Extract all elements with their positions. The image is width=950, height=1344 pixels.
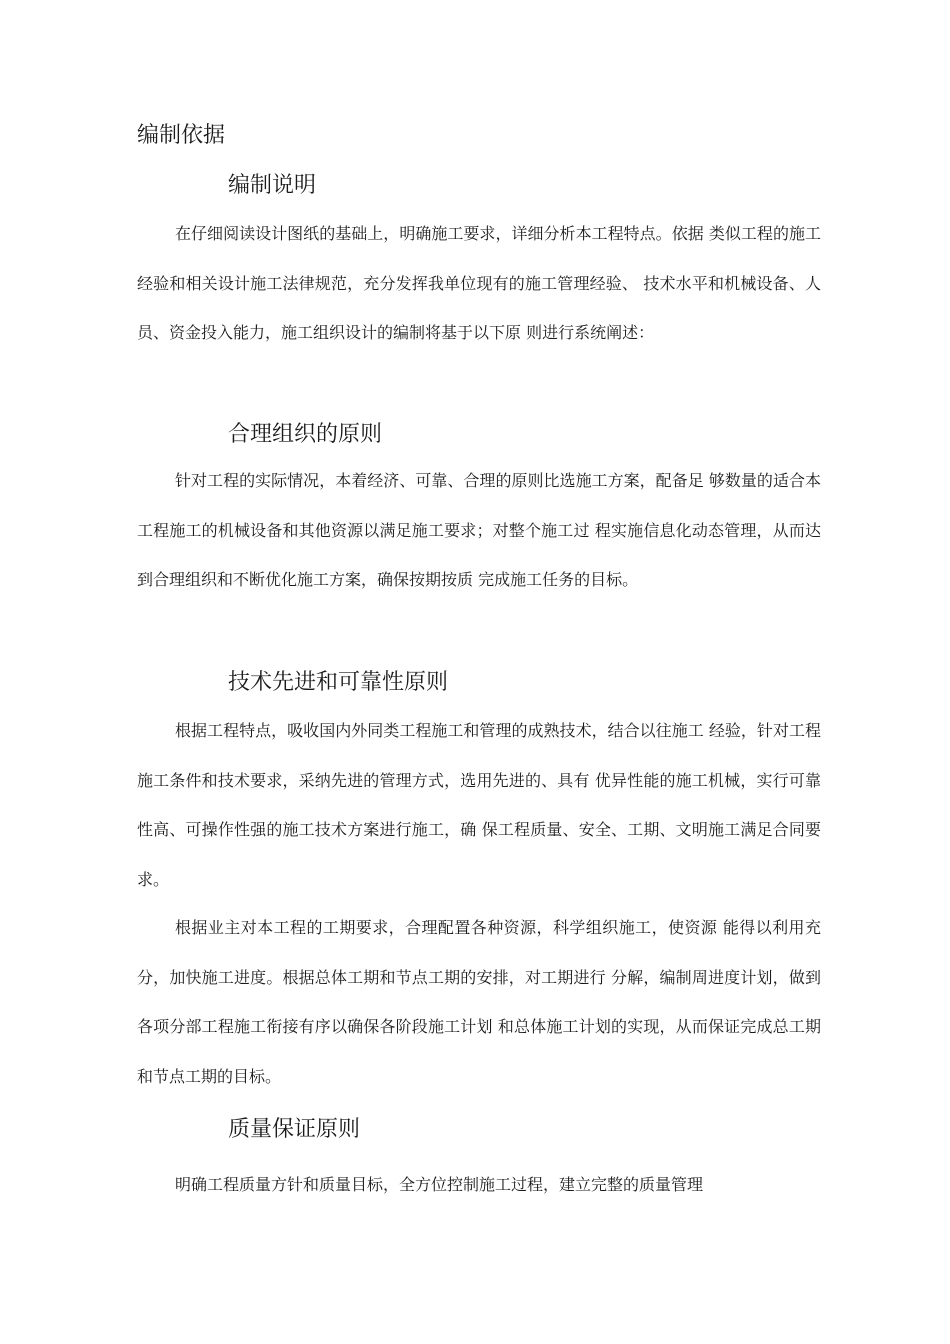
section-heading-reasonable-organization: 合理组织的原则 [228,422,383,447]
paragraph-reasonable-organization: 针对工程的实际情况，本着经济、可靠、合理的原则比选施工方案，配备足 够数量的适合本工程施工的机械设备和其他资源以满足施工要求；对整个施工过 程实施信息化动态管理，从而达到合理组织和不断优化施工方案，确保按期按质 完成施工任务的目标。 [137,471,821,589]
paragraph-advanced-technology-2: 根据业主对本工程的工期要求，合理配置各种资源，科学组织施工，使资源 能得以利用充分，加快施工进度。根据总体工期和节点工期的安排，对工期进行 分解，编制周进度计划，做到各项分部工程施工衔接有序以确保各阶段施工计划 和总体施工计划的实现，从而保证完成总工期和节点工期的目标。 [137,918,821,1086]
section-heading-compilation-notes: 编制说明 [228,173,317,198]
section-heading-quality-assurance: 质量保证原则 [228,1117,361,1142]
paragraph-advanced-technology-1: 根据工程特点，吸收国内外同类工程施工和管理的成熟技术，结合以往施工 经验，针对工程施工条件和技术要求，采纳先进的管理方式，选用先进的、具有 优异性能的施工机械，实行可靠性高、可操作性强的施工技术方案进行施工，确 保工程质量、安全、工期、文明施工满足合同要求。 [137,721,821,889]
section-heading-advanced-technology: 技术先进和可靠性原则 [228,670,449,695]
paragraph-compilation-notes: 在仔细阅读设计图纸的基础上，明确施工要求，详细分析本工程特点。依据 类似工程的施工经验和相关设计施工法律规范，充分发挥我单位现有的施工管理经验、 技术水平和机械设备、人员、资金投入能力，施工组织设计的编制将基于以下原 则进行系统阐述： [137,224,821,342]
document-title: 编制依据 [137,123,226,148]
paragraph-quality-assurance: 明确工程质量方针和质量目标，全方位控制施工过程，建立完整的质量管理 [175,1175,704,1194]
